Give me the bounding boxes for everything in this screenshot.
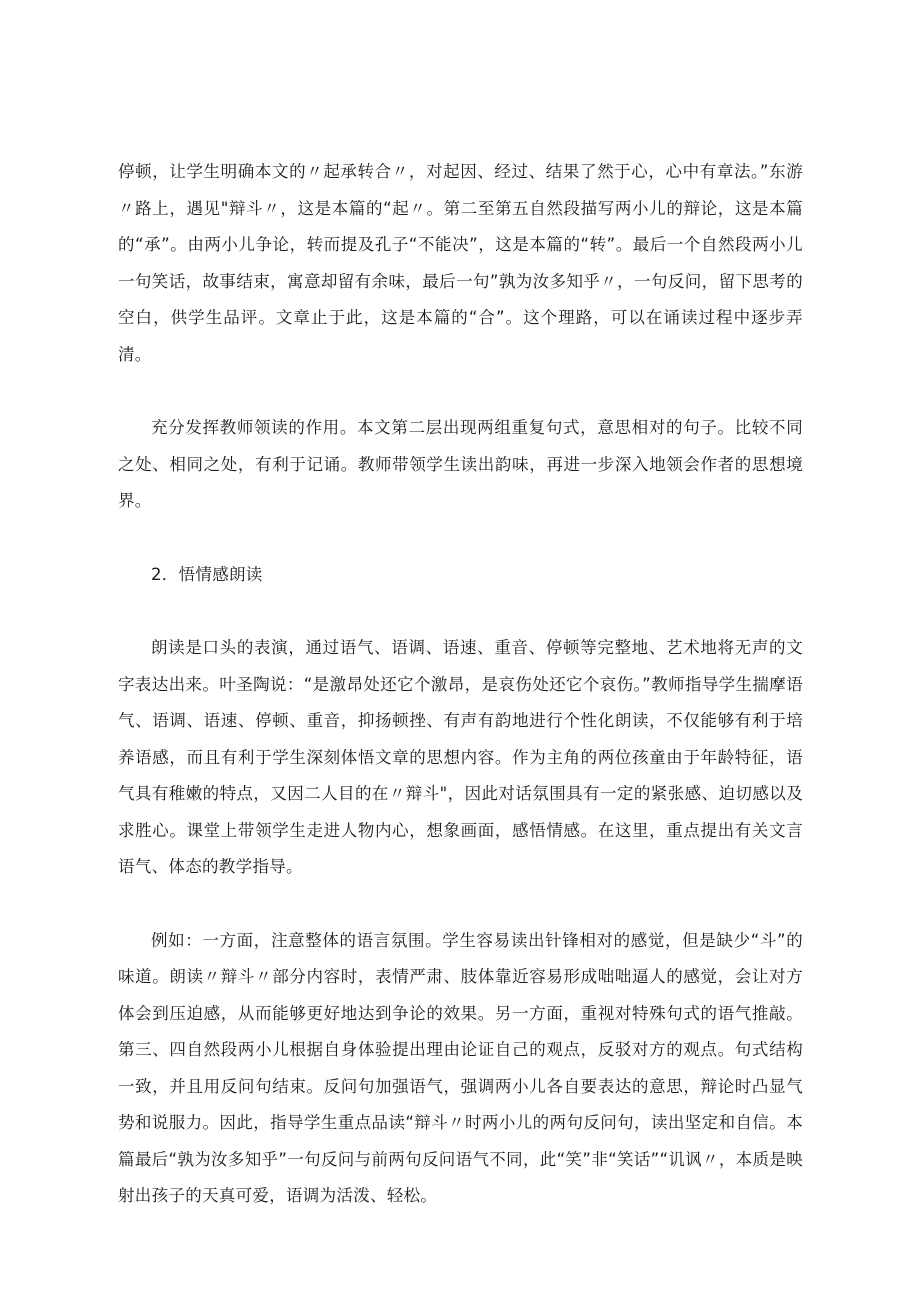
- document-body: [118, 154, 803, 1252]
- paragraph-example: 例如：一方面，注意整体的语言氛围。学生容易读出针锋相对的感觉，但是缺少“斗”的味道。朗读〃辩斗〃部分内容时，表情严肃、肢体靠近容易形成咄咄逼人的感觉，会让对方体会到压迫感，从而能够更好地达到争论的效果。另一方面，重视对特殊句式的语气推敲。第三、四自然段两小儿根据自身体验提出理由论证自己的观点，反驳对方的观点。句式结构一致，并且用反问句结束。反问句加强语气，强调两小儿各自要表达的意思，辩论时凸显气势和说服力。因此，指导学生重点品读“辩斗〃时两小儿的两句反问句，读出坚定和自信。本篇最后“孰为汝多知乎”一句反问与前两句反问语气不同，此“笑”非“笑话”“讥讽〃，本质是映射出孩子的天真可爱，语调为活泼、轻松。: [118, 930, 803, 1205]
- paragraph-reading-performance: 朗读是口头的表演，通过语气、语调、语速、重音、停顿等完整地、艺术地将无声的文字表达出来。叶圣陶说：“是激昂处还它个激昂，是哀伤处还它个哀伤。”教师指导学生揣摩语气、语调、语速、停顿、重音，抑扬顿挫、有声有韵地进行个性化朗读，不仅能够有利于培养语感，而且有利于学生深刻体悟文章的思想内容。作为主角的两位孩童由于年龄特征，语气具有稚嫩的特点，又因二人目的在〃辩斗"，因此对话氛围具有一定的紧张感、迫切感以及求胜心。课堂上带领学生走进人物内心，想象画面，感悟情感。在这里，重点提出有关文言语气、体态的教学指导。: [118, 638, 803, 876]
- paragraph-structure: 停顿，让学生明确本文的〃起承转合〃，对起因、经过、结果了然于心，心中有章法。”东游〃路上，遇见"辩斗〃，这是本篇的“起〃。第二至第五自然段描写两小儿的辩论，这是本篇的“承”。由两小儿争论，转而提及孔子“不能决”，这是本篇的“转”。最后一个自然段两小儿一句笑话，故事结束，寓意却留有余味，最后一句”孰为汝多知乎〃，一句反问，留下思考的空白，供学生品评。文章止于此，这是本篇的“合”。这个理路，可以在诵读过程中逐步弄清。: [118, 162, 803, 364]
- paragraph-teacher-reading: 充分发挥教师领读的作用。本文第二层出现两组重复句式，意思相对的句子。比较不同之处、相同之处，有利于记诵。教师带领学生读出韵味，再进一步深入地领会作者的思想境界。: [118, 418, 803, 510]
- section-heading-emotional-reading: 2．悟情感朗读: [151, 564, 263, 584]
